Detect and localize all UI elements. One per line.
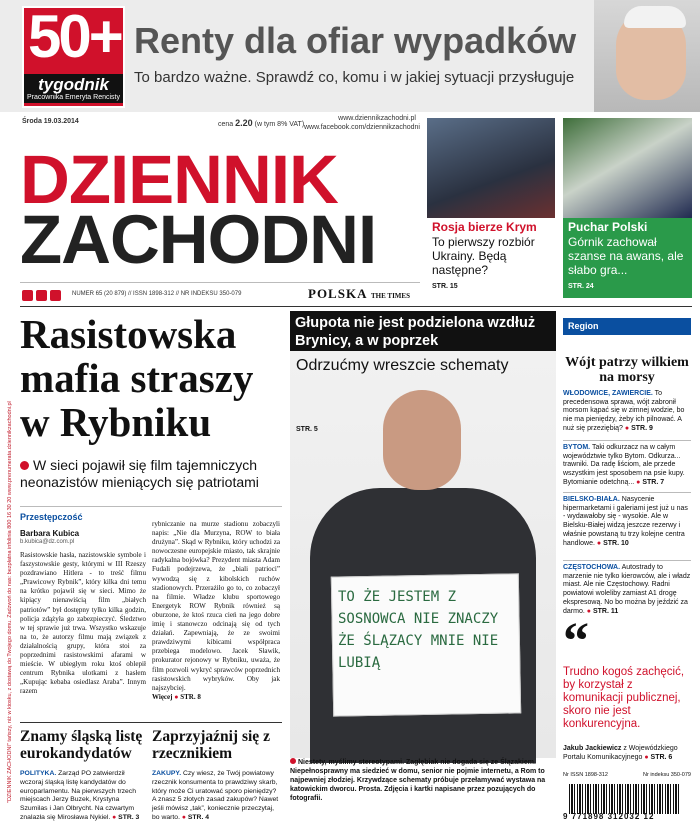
masthead-title-line2: ZACHODNI bbox=[20, 201, 377, 278]
article-column-2: rybniczanie na murze stadionu zobaczyli napis: „Nie dla Murzyna, ROW to biała drużyna”. Skąd w Rybniku, który uchodzi za nowoczesne europejskie miasto, tak skrajnie radykalna bojówka? Prezydent miasta Adam Fudali podejrzewa, że „biali patrioci” wywodzą się z kibolskich ruchów stadionowych. Przerażiło go to, co zobaczył na filmie. Władze klubu sportowego Energetyk ROW Rybnik również są oburzone, że ktoś rzuca cień na jego dobre imię i stanowczo odcinają się od tych działań. Zapewniają, że ze swoimi prawdziwymi kibicami współpraca przebiega modelowo. Jacek Sławik, prokurator rejonowy w Rybniku, uważa, że film pozwoli wykryć sprawców poprzednich rasistowskich wybryków. Oby jak najszybciej. Więcej ● STR. 8 bbox=[152, 520, 280, 701]
barcode-index: Nr indeksu 350-079 bbox=[642, 772, 691, 778]
issue-date: Środa 19.03.2014 bbox=[22, 118, 79, 125]
teaser-title: Puchar Polski bbox=[568, 220, 648, 234]
teaser-krym-photo bbox=[427, 118, 555, 218]
facebook-link[interactable]: www.facebook.com/dziennikzachodni bbox=[304, 124, 420, 131]
teaser-page: STR. 15 bbox=[432, 283, 458, 290]
teaser-puchar[interactable] bbox=[563, 118, 692, 298]
subscription-strip: "DZIENNIK ZACHODNI" tańszy, niż w kiosku, z dostawą do Twojego domu. Zadzwoń do nas: bezpłatna infolinia 800 16 30 20 www.prenumerata.dziennikzachodni.pl bbox=[7, 401, 13, 803]
issue-number-line: NUMER 65 (20 879) // ISSN 1898-312 // NR INDEKSU 350-079 bbox=[72, 291, 242, 297]
web-links[interactable] bbox=[304, 114, 420, 132]
divider bbox=[563, 492, 691, 493]
media-icons bbox=[22, 288, 64, 306]
feature-page: STR. 5 bbox=[296, 426, 318, 433]
price: cena 2.20 (w tym 8% VAT) bbox=[218, 118, 305, 128]
author-name: Barbara Kubica bbox=[20, 529, 80, 538]
teaser-body: To pierwszy rozbiór Ukrainy. Będą następne? bbox=[432, 235, 535, 277]
divider bbox=[20, 722, 282, 723]
sign-text: TO ŻE JESTEM Z SOSNOWCA NIE ZNACZY ŻE ŚLĄZACY MNIE NIE LUBIĄ bbox=[338, 589, 499, 671]
teaser-page: STR. 24 bbox=[568, 283, 594, 290]
quote-author: Jakub Jackiewicz z Wojewódzkiego Portalu Komunikacyjnego ● STR. 6 bbox=[563, 745, 678, 761]
region-headline[interactable]: Wójt patrzy wilkiem na morsy bbox=[565, 355, 689, 385]
story-title-rzecznik[interactable]: Zaprzyjaźnij się z rzecznikiem bbox=[152, 728, 270, 762]
banner-subtitle: To bardzo ważne. Sprawdź co, komu i w jakiej sytuacji przysługuje bbox=[134, 69, 575, 86]
region-quote: Trudno kogoś zachęcić, by korzystał z komunikacji publicznej, skoro nie jest konkurencyjna. bbox=[563, 666, 685, 730]
region-item[interactable]: WŁODOWICE, ZAWIERCIE. To precedensowa sprawa, wójt zabronił morsom kąpać się w zimnej wodzie, bo nie ma pieniędzy, żeby ich pilnować. A nuż się przeziębią? ● STR. 9 bbox=[563, 390, 685, 432]
feature-headline[interactable]: Głupota nie jest podzielona wzdłuż Brynicy, a w poprzek bbox=[290, 311, 556, 351]
section-label: Przestępczość bbox=[20, 512, 83, 522]
teaser-krym[interactable] bbox=[427, 118, 555, 298]
divider bbox=[20, 506, 282, 507]
region-item[interactable]: CZĘSTOCHOWA. Autostrady to marzenie nie tylko kierowców, ale i władz miast. Ale nie Częstochowy. Radni powiatowi woleliby zamiast A1 drogę ekspresową. No bo można by jeździć za darmo. ● STR. 11 bbox=[563, 564, 691, 615]
website-link[interactable]: www.dziennikzachodni.pl bbox=[338, 115, 416, 122]
story-body-eurolist: POLITYKA. Zarząd PO zatwierdził wczoraj śląską listę kandydatów do europarlamentu. Na pierwszych trzech miejscach Jerzy Buzek, Krystyna Szumilas i Jan Olbrycht. Na czwartym znalazła się Mirosława Nykiel. ● STR. 3 bbox=[20, 770, 140, 821]
barcode-digits: 9 771898 312032 12 bbox=[563, 812, 655, 821]
feature-quote: Odrzućmy wreszcie schematy bbox=[296, 357, 509, 374]
divider bbox=[563, 560, 691, 561]
region-item[interactable]: BIELSKO-BIAŁA. Nasycenie hipermarketami i galeriami jest już u nas - wydawałoby się - wysokie. Ale w Bielsku-Białej widzą jeszcze rezerwy i właśnie powstaną tu trzy kolejne centra handlowe. ● STR. 10 bbox=[563, 496, 688, 547]
divider bbox=[563, 440, 691, 441]
top-banner[interactable] bbox=[0, 0, 700, 112]
story-title-eurolist[interactable]: Znamy śląską listę eurokandydatów bbox=[20, 728, 143, 762]
logo-number: 50+ bbox=[28, 3, 121, 70]
main-lead: W sieci pojawił się film tajemniczych neonazistów mieniących się patriotami bbox=[20, 457, 259, 490]
banner-portrait-image bbox=[594, 0, 700, 112]
quote-icon: “ bbox=[563, 613, 589, 670]
logo-name: tygodnik bbox=[24, 74, 123, 95]
tygodnik-50-logo bbox=[22, 3, 125, 108]
barcode-bars bbox=[569, 784, 681, 814]
masthead-title-line1: DZIENNIK bbox=[20, 141, 338, 218]
tablet-icon bbox=[50, 290, 61, 301]
logo-sub: Pracownika Emeryta Rencisty bbox=[24, 94, 123, 103]
more-link[interactable]: Więcej ● STR. 8 bbox=[152, 692, 201, 701]
section-divider bbox=[20, 306, 692, 307]
barcode bbox=[563, 772, 691, 820]
mobile-icon bbox=[36, 290, 47, 301]
teaser-puchar-photo bbox=[563, 118, 692, 218]
teaser-body: Górnik zachował szanse na awans, ale słabo gra... bbox=[568, 235, 684, 277]
print-icon bbox=[22, 290, 33, 301]
article-column-1: Rasistowskie hasła, nazistowskie symbole i faszystowskie gesty, którymi w III Rzeszy pozdrawiano Hitlera - to treść filmu „Prawicowy Rybnik”, który kilka dni temu na krótko pojawił się w sieci. Mimo że kipiący nienawiścią film „białych patriotów” był dostępny tylko kilka godzin, policja zdążyła go zabezpieczyć. Śledztwo w tej sprawie już trwa. Wszystko wskazuje na to, że autorzy filmu mają związek z działalnością grupy, która stoi za poprzednimi rasistowskimi afarami w mieście. W ubiegłym roku ktoś oblepił centrum Rybnika ulotkami z hasłem „Kupując kebaba osiedlasz Araba”. Innym razem bbox=[20, 551, 146, 696]
region-item[interactable]: BYTOM. Taki odkurzacz na w całym województwie tylko Bytom. Odkurza... trawniki. Da radę liściom, ale przede wszystkim jest sposobem na psie kupy. Bytomianie odetchną... ● STR. 7 bbox=[563, 444, 685, 486]
author-email[interactable]: b.kubica@dz.com.pl bbox=[20, 539, 75, 545]
portrait-head bbox=[383, 390, 461, 490]
bullet-icon bbox=[20, 461, 29, 470]
barcode-issn: Nr ISSN 1898-312 bbox=[563, 772, 608, 778]
main-headline[interactable]: Rasistowska mafia straszy w Rybniku bbox=[20, 311, 254, 445]
region-label: Region bbox=[563, 318, 691, 335]
banner-title[interactable]: Renty dla ofiar wypadków bbox=[134, 20, 577, 61]
bullet-icon bbox=[290, 758, 296, 764]
teaser-title: Rosja bierze Krym bbox=[432, 220, 537, 234]
story-body-rzecznik: ZAKUPY. Czy wiesz, że Twój powiatowy rzecznik konsumenta to prawdziwy skarb, który może Ci uratować sporo pieniędzy? A znasz 5 złotych zasad zakupów? Nawet jeśli mówisz „tak”, koniecznie przeczytaj, bo warto. ● STR. 4 bbox=[152, 770, 279, 821]
partner-logo: POLSKA THE TIMES bbox=[308, 286, 410, 301]
photo-caption: Niestety, myślimy stereotypami. Zagłębiak nie dogada się ze Ślązakiem. Niepełnosprawny ma siedzieć w domu, senior nie pojmie internetu, a Rom to najpewniej złodziej. Krzywdzące schematy próbuje przełamywać wystawa na katowickim dworcu. Prosta. Zdjęcia i kartki napisane przez pozujących do fotografii. bbox=[290, 759, 546, 802]
masthead-divider bbox=[20, 282, 420, 283]
